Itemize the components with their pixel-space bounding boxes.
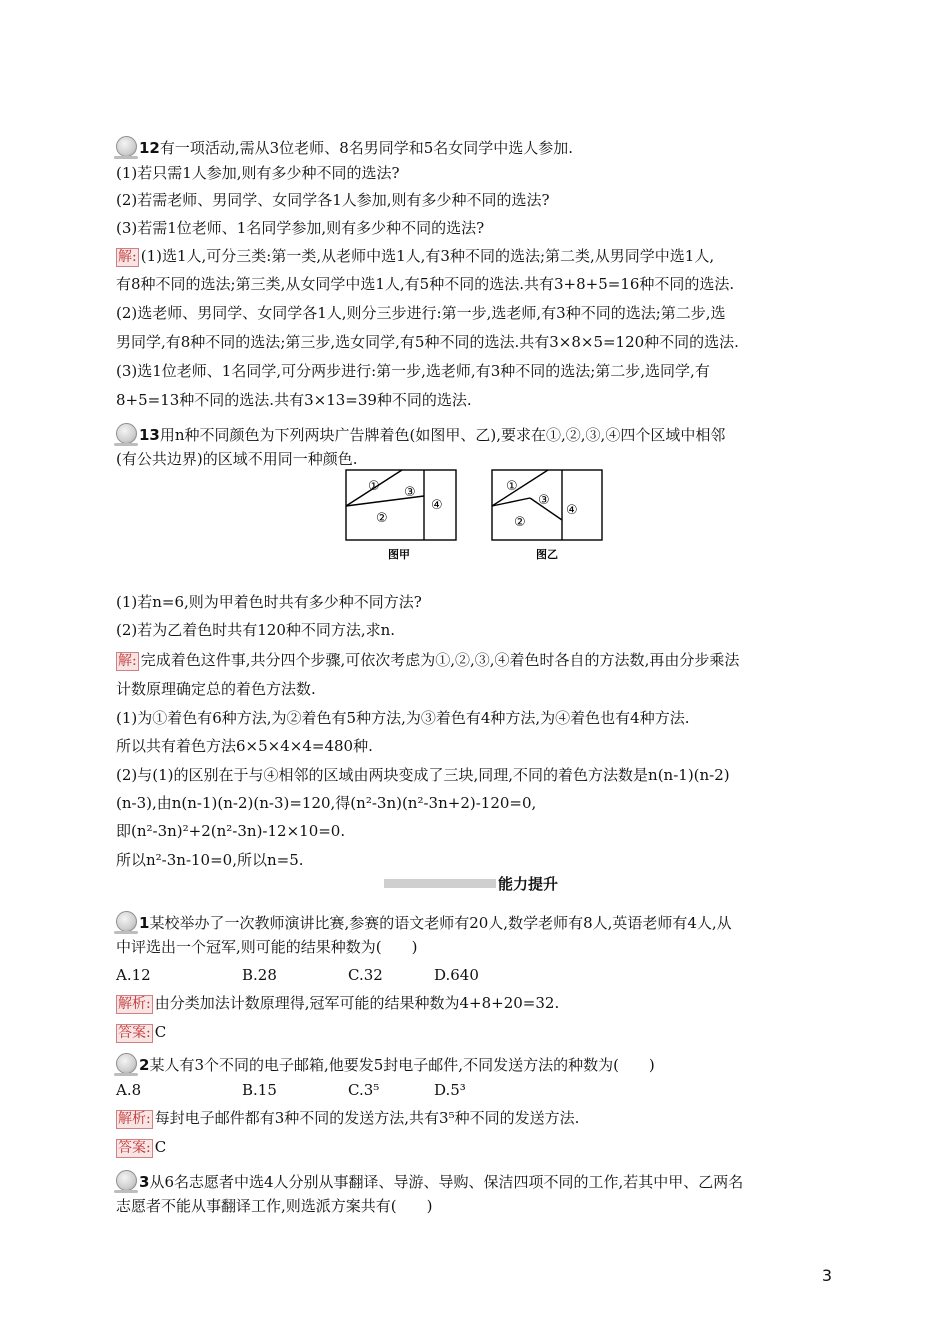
solution-tag: 解: (118, 653, 137, 669)
q12-part-2: (2)若需老师、男同学、女同学各1人参加,则有多少种不同的选法? (116, 191, 550, 209)
q12-stem-line (116, 136, 838, 158)
p1-stem-line-1 (116, 911, 838, 933)
q12-part-1: (1)若只需1人参加,则有多少种不同的选法? (116, 164, 400, 182)
q12-answer-line-6: 8+5=13种不同的选法.共有3×13=39种不同的选法. (116, 391, 472, 409)
q13-stem: 用n种不同颜色为下列两块广告牌着色(如图甲、乙),要求在①,②,③,④四个区域中相邻 (159, 426, 726, 444)
q12-part-3: (3)若需1位老师、1名同学参加,则有多少种不同的选法? (116, 219, 485, 237)
p2-stem-line (116, 1053, 838, 1075)
p2-answer-line (116, 1137, 838, 1158)
q13-answer-line-4: 所以共有着色方法6×5×4×4=480种. (116, 737, 373, 755)
p2-number: 2 (139, 1056, 150, 1074)
question-marker-icon[interactable] (116, 423, 137, 444)
p1-option-c[interactable]: C.32 (348, 966, 383, 984)
region-label: ④ (566, 503, 578, 518)
p1-answer: C (154, 1023, 167, 1041)
p2-option-d[interactable]: D.5³ (434, 1081, 466, 1099)
q12-answer-line-2: 有8种不同的选法;第三类,从女同学中选1人,有5种不同的选法.共有3+8+5=16种不同的选法. (116, 275, 735, 293)
p3-stem: 从6名志愿者中选4人分别从事翻译、导游、导购、保洁四项不同的工作,若其中甲、乙两名 (149, 1173, 744, 1191)
analysis-tag: 解析: (118, 996, 151, 1012)
region-label: ④ (431, 498, 443, 513)
q13-answer-line-5: (2)与(1)的区别在于与④相邻的区域由两块变成了三块,同理,不同的着色方法数是n(n-1)(n-2) (116, 766, 730, 784)
figure-b (492, 470, 602, 561)
p2-option-b[interactable]: B.15 (242, 1081, 277, 1099)
q12-answer-text: (1)选1人,可分三类:第一类,从老师中选1人,有3种不同的选法;第二类,从男同学中选1人, (140, 247, 715, 265)
analysis-tag: 解析: (118, 1111, 151, 1127)
q12-stem: 有一项活动,需从3位老师、8名男同学和5名女同学中选人参加. (159, 139, 574, 157)
p2-stem: 某人有3个不同的电子邮箱,他要发5封电子邮件,不同发送方法的种数为( ) (149, 1056, 655, 1074)
section-title: 能力提升 (498, 875, 559, 893)
p2-answer: C (154, 1138, 167, 1156)
q13-answer-text: 完成着色这件事,共分四个步骤,可依次考虑为①,②,③,④着色时各自的方法数,再由分步乘法 (140, 651, 740, 669)
region-label: ① (506, 479, 518, 494)
p2-option-c[interactable]: C.3⁵ (348, 1081, 380, 1099)
p3-stem-line-2: 志愿者不能从事翻译工作,则选派方案共有( ) (116, 1197, 433, 1215)
p3-number: 3 (139, 1173, 150, 1191)
q12-answer-line-4: 男同学,有8种不同的选法;第三步,选女同学,有5种不同的选法.共有3×8×5=120种不同的选法. (116, 333, 739, 351)
figure-a-caption: 图甲 (388, 548, 410, 561)
q13-answer-line-8: 所以n²-3n-10=0,所以n=5. (116, 851, 304, 869)
p1-options (116, 965, 516, 985)
q12-answer-line-3: (2)选老师、男同学、女同学各1人,则分三步进行:第一步,选老师,有3种不同的选法;第二步,选 (116, 304, 726, 322)
p2-analysis-line (116, 1108, 838, 1129)
p1-analysis: 由分类加法计数原理得,冠军可能的结果种数为4+8+20=32. (154, 994, 560, 1012)
q13-answer-line-3: (1)为①着色有6种方法,为②着色有5种方法,为③着色有4种方法,为④着色也有4种方法. (116, 709, 690, 727)
p1-number: 1 (139, 914, 150, 932)
p1-option-a[interactable]: A.12 (116, 966, 151, 984)
answer-tag: 答案: (118, 1025, 151, 1041)
q13-figure (340, 468, 610, 568)
question-marker-icon[interactable] (116, 1053, 137, 1074)
region-label: ③ (538, 493, 550, 508)
p2-analysis: 每封电子邮件都有3种不同的发送方法,共有3⁵种不同的发送方法. (154, 1109, 580, 1127)
figure-b-caption: 图乙 (536, 548, 558, 561)
q13-stem-line-2: (有公共边界)的区域不用同一种颜色. (116, 450, 358, 468)
section-header (384, 874, 584, 894)
q13-part-1: (1)若n=6,则为甲着色时共有多少种不同方法? (116, 593, 422, 611)
page-number: 3 (821, 1266, 832, 1285)
figure-a (346, 470, 456, 561)
region-label: ③ (404, 485, 416, 500)
p1-analysis-line (116, 993, 838, 1014)
p1-stem-line-2: 中评选出一个冠军,则可能的结果种数为( ) (116, 938, 418, 956)
q12-number: 12 (139, 139, 160, 157)
answer-tag: 答案: (118, 1140, 151, 1156)
q13-number: 13 (139, 426, 160, 444)
p1-option-d[interactable]: D.640 (434, 966, 479, 984)
q12-answer-line-1 (116, 246, 838, 267)
p1-option-b[interactable]: B.28 (242, 966, 277, 984)
region-label: ① (368, 479, 380, 494)
solution-tag: 解: (118, 249, 137, 265)
q13-answer-line-7: 即(n²-3n)²+2(n²-3n)-12×10=0. (116, 822, 346, 840)
p3-stem-line-1 (116, 1170, 838, 1192)
q13-stem-line-1 (116, 423, 838, 445)
p2-options (116, 1080, 516, 1100)
region-label: ② (514, 515, 526, 530)
q13-answer-line-2: 计数原理确定总的着色方法数. (116, 680, 316, 698)
section-bar (384, 879, 496, 888)
q13-part-2: (2)若为乙着色时共有120种不同方法,求n. (116, 621, 396, 639)
question-marker-icon[interactable] (116, 136, 137, 157)
q13-answer-line-1 (116, 650, 838, 671)
p1-answer-line (116, 1022, 838, 1043)
question-marker-icon[interactable] (116, 911, 137, 932)
q13-answer-line-6: (n-3),由n(n-1)(n-2)(n-3)=120,得(n²-3n)(n²-3n+2)-120=0, (116, 794, 537, 812)
p1-stem: 某校举办了一次教师演讲比赛,参赛的语文老师有20人,数学老师有8人,英语老师有4人,从 (149, 914, 732, 932)
region-label: ② (376, 511, 388, 526)
p2-option-a[interactable]: A.8 (116, 1081, 142, 1099)
question-marker-icon[interactable] (116, 1170, 137, 1191)
q12-answer-line-5: (3)选1位老师、1名同学,可分两步进行:第一步,选老师,有3种不同的选法;第二步,选同学,有 (116, 362, 710, 380)
